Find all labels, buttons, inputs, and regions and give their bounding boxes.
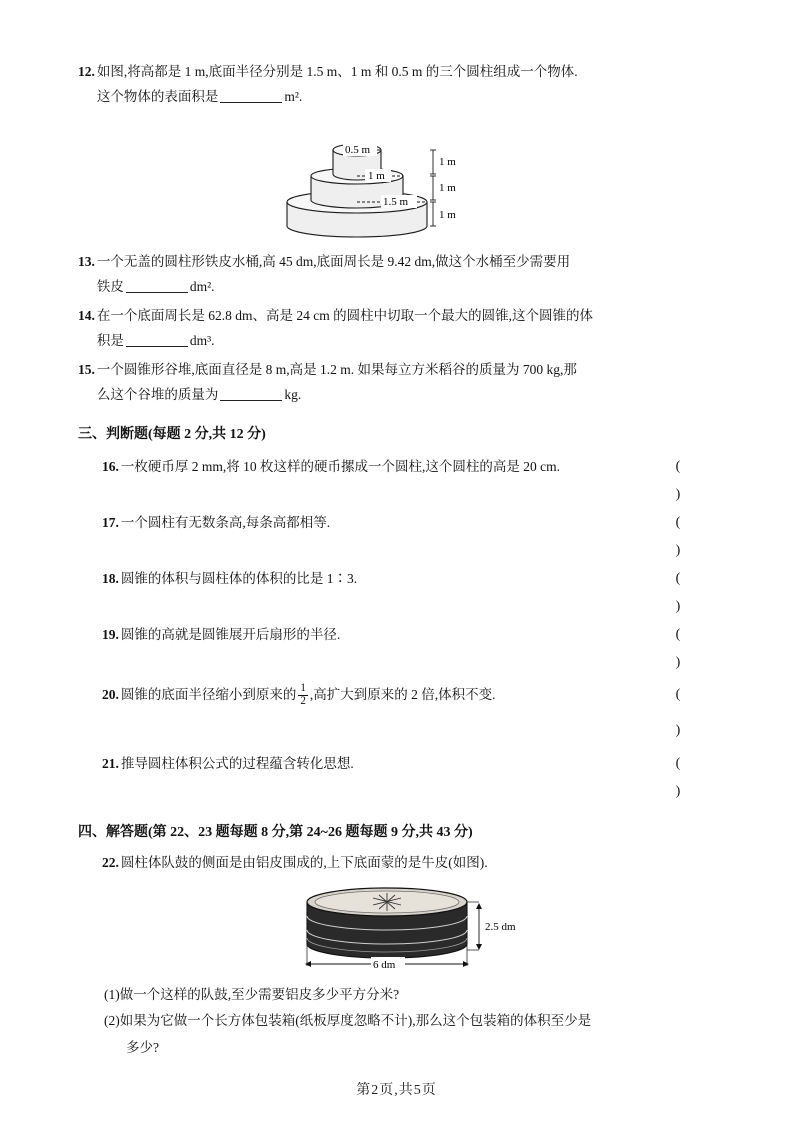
question-12-text-after-suffix: m². <box>284 88 303 104</box>
fraction-numerator: 1 <box>300 682 306 695</box>
question-12 <box>78 60 715 110</box>
question-15-line1: 一个圆锥形谷堆,底面直径是 8 m,高是 1.2 m. 如果每立方米稻谷的质量为 700 kg,那 <box>96 361 577 377</box>
question-number: 13. <box>78 253 95 269</box>
answer-paren[interactable]: ( ) <box>675 458 699 502</box>
question-21-text: 推导圆柱体积公式的过程蕴含转化思想. <box>120 755 354 771</box>
question-14-line2-prefix: 积是 <box>96 332 124 348</box>
question-19 <box>102 621 715 677</box>
question-16-text: 一枚硬币厚 2 mm,将 10 枚这样的硬币摞成一个圆柱,这个圆柱的高是 20 cm. <box>120 458 560 474</box>
question-19-text: 圆锥的高就是圆锥展开后扇形的半径. <box>120 626 341 642</box>
question-20 <box>102 677 715 750</box>
question-22-sub2-line1: (2)如果为它做一个长方体包装箱(纸板厚度忽略不计),那么这个包装箱的体积至少是 <box>104 1013 592 1029</box>
answer-paren[interactable]: ( ) <box>675 755 699 799</box>
figure1-top-height-label: 1 m <box>438 155 456 168</box>
question-22 <box>102 851 715 876</box>
question-20-text-a: 圆锥的底面半径缩小到原来的 <box>120 686 297 702</box>
question-number: 17. <box>102 514 119 530</box>
question-22-sub1: (1)做一个这样的队鼓,至少需要铝皮多少平方分米? <box>104 986 400 1002</box>
question-12-text: 如图,将高都是 1 m,底面半径分别是 1.5 m、1 m 和 0.5 m 的三个圆柱组成一个物体. <box>96 64 578 79</box>
figure1-mid-radius-label: 1 m <box>367 169 385 182</box>
question-16 <box>102 453 715 509</box>
question-18-text: 圆锥的体积与圆柱体的体积的比是 1∶3. <box>120 570 358 586</box>
drum-diameter-label: 6 dm <box>372 958 395 971</box>
question-number: 19. <box>102 626 119 642</box>
figure-stacked-cylinders <box>78 114 715 244</box>
page-footer: 第2页,共5页 <box>356 1083 437 1098</box>
figure-drum <box>78 878 715 976</box>
question-15 <box>78 358 715 408</box>
question-18 <box>102 565 715 621</box>
answer-blank[interactable] <box>126 279 188 293</box>
fraction-denominator: 2 <box>300 694 306 707</box>
section-3-title: 三、判断题(每题 2 分,共 12 分) <box>78 426 266 442</box>
question-number: 20. <box>102 686 119 702</box>
question-number: 16. <box>102 458 119 474</box>
answer-paren[interactable]: ( ) <box>675 514 699 558</box>
stacked-cylinders-svg <box>247 114 547 244</box>
question-number: 21. <box>102 755 119 771</box>
answer-paren[interactable]: ( ) <box>675 626 699 670</box>
question-15-line2-suffix: kg. <box>284 386 302 402</box>
question-number: 18. <box>102 570 119 586</box>
question-number: 22. <box>102 854 119 870</box>
question-22-stem: 圆柱体队鼓的侧面是由铝皮围成的,上下底面蒙的是牛皮(如图). <box>120 854 488 870</box>
fraction-one-half <box>298 683 308 707</box>
figure1-bottom-height-label: 1 m <box>438 208 456 221</box>
question-number: 15. <box>78 361 95 377</box>
answer-paren[interactable]: ( ) <box>675 570 699 614</box>
question-13-line1: 一个无盖的圆柱形铁皮水桶,高 45 dm,底面周长是 9.42 dm,做这个水桶至少需要用 <box>96 253 571 269</box>
question-14-line1: 在一个底面周长是 62.8 dm、高是 24 cm 的圆柱中切取一个最大的圆锥,这个圆锥的体 <box>96 307 593 323</box>
figure1-bottom-radius-label: 1.5 m <box>382 195 408 208</box>
answer-blank[interactable] <box>220 89 282 103</box>
question-17-text: 一个圆柱有无数条高,每条高都相等. <box>120 514 331 530</box>
question-body <box>97 60 715 110</box>
question-number: 12. <box>78 64 95 79</box>
question-20-text-b: ,高扩大到原来的 2 倍,体积不变. <box>309 686 496 702</box>
question-13-line2-suffix: dm². <box>189 278 215 294</box>
section-3-items <box>102 453 715 806</box>
answer-blank[interactable] <box>220 387 282 401</box>
question-12-text-after-prefix: 这个物体的表面积是 <box>96 88 219 104</box>
question-13-line2-prefix: 铁皮 <box>96 278 124 294</box>
question-number: 14. <box>78 307 95 323</box>
drum-height-label: 2.5 dm <box>484 920 516 933</box>
answer-blank[interactable] <box>126 333 188 347</box>
question-17 <box>102 509 715 565</box>
figure1-top-radius-label: 0.5 m <box>344 143 370 156</box>
figure1-mid-height-label: 1 m <box>438 181 456 194</box>
question-22-sub2-line2: 多少? <box>126 1039 159 1055</box>
question-14 <box>78 304 715 354</box>
question-14-line2-suffix: dm³. <box>189 332 215 348</box>
question-13 <box>78 250 715 300</box>
section-4-title: 四、解答题(第 22、23 题每题 8 分,第 24~26 题每题 9 分,共 43 分) <box>78 824 473 840</box>
drum-svg <box>267 878 527 976</box>
question-21 <box>102 750 715 806</box>
question-15-line2-prefix: 么这个谷堆的质量为 <box>96 386 219 402</box>
answer-paren[interactable]: ( ) <box>675 686 699 739</box>
question-20-text <box>121 677 659 712</box>
